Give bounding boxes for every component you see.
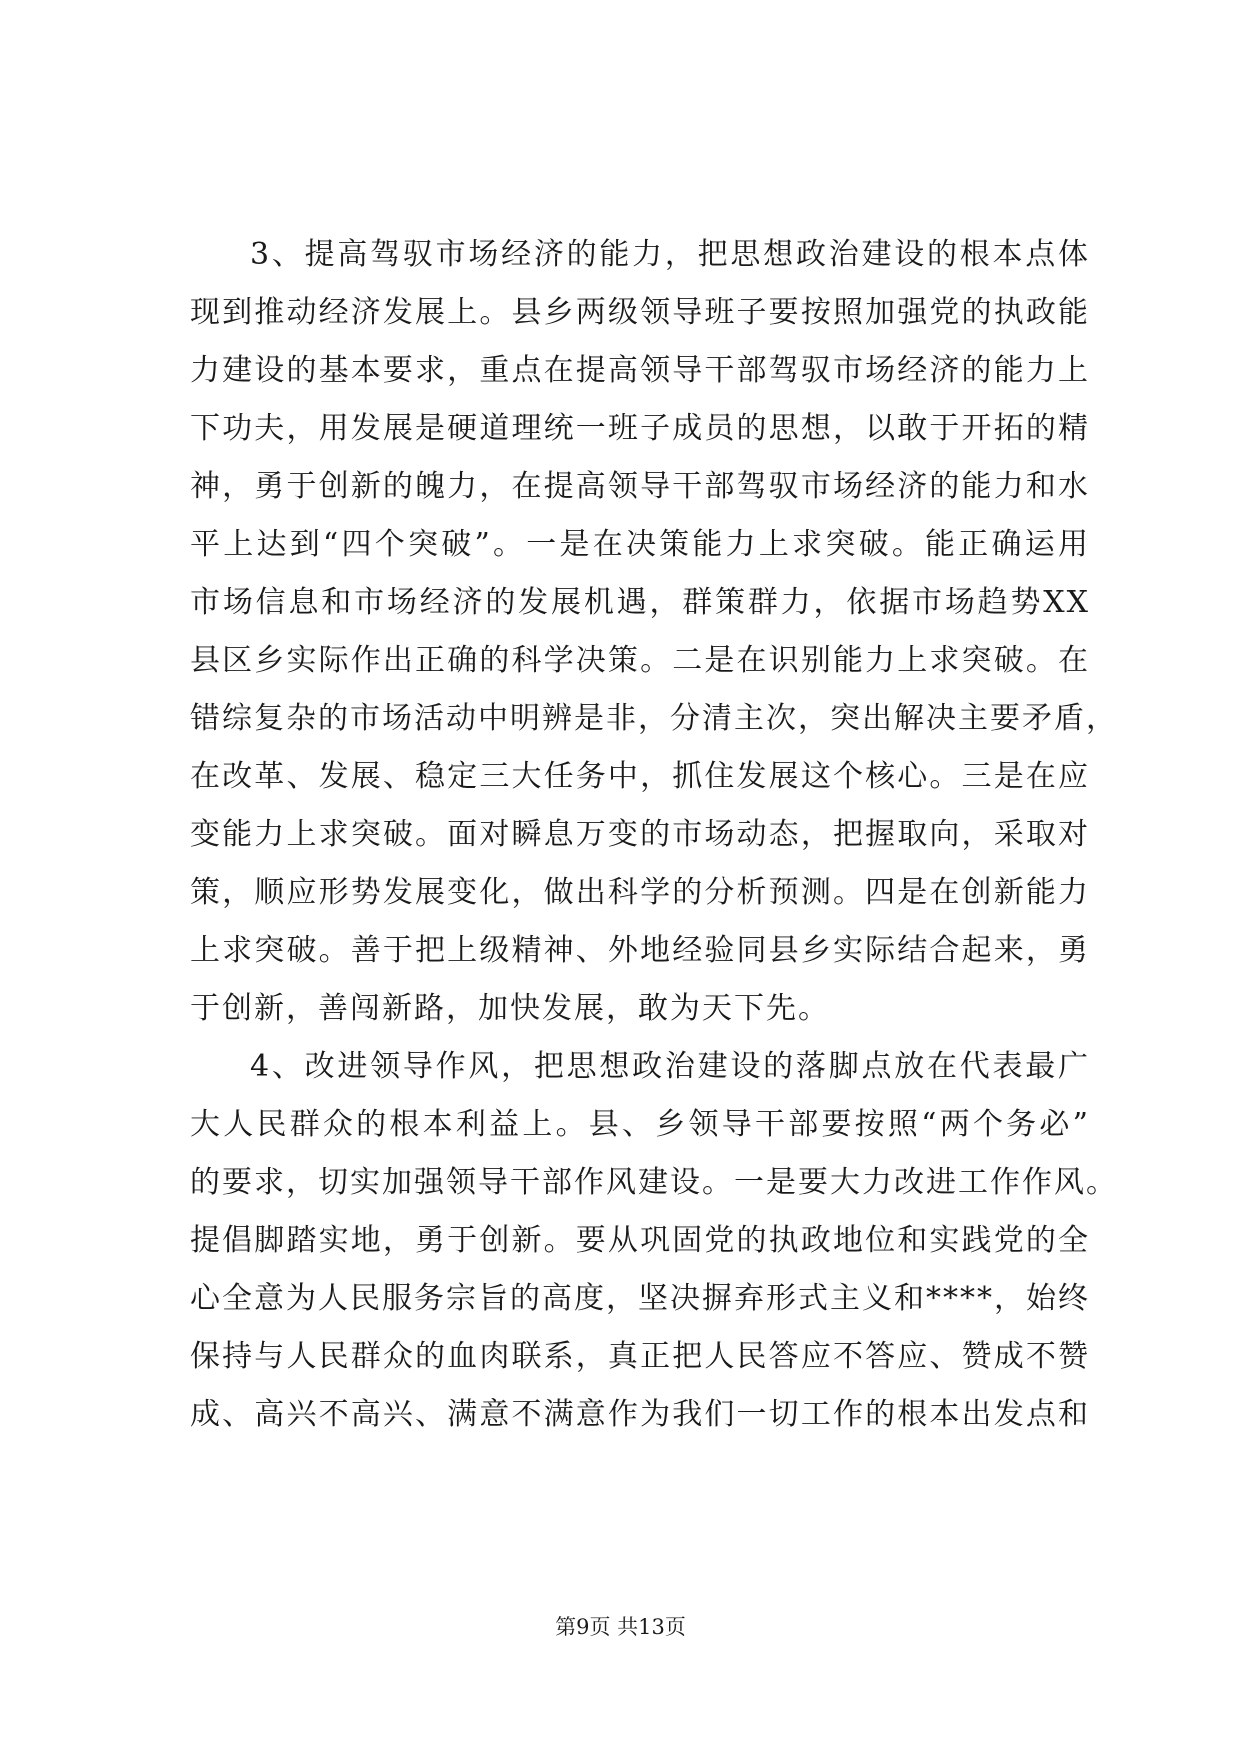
text-line: 县区乡实际作出正确的科学决策。二是在识别能力上求突破。在: [190, 643, 1090, 678]
text-line: 现到推动经济发展上。县乡两级领导班子要按照加强党的执政能: [190, 295, 1090, 330]
text-line: 大人民群众的根本利益上。县、乡领导干部要按照“两个务必”: [190, 1107, 1090, 1142]
text-line: 下功夫，用发展是硬道理统一班子成员的思想，以敢于开拓的精: [190, 411, 1090, 446]
page-number-footer: 第9页 共13页: [555, 1615, 686, 1639]
text-line: 成、高兴不高兴、满意不满意作为我们一切工作的根本出发点和: [190, 1397, 1090, 1432]
text-line: 于创新，善闯新路，加快发展，敢为天下先。: [190, 991, 830, 1026]
text-line: 3、提高驾驭市场经济的能力，把思想政治建设的根本点体: [250, 237, 1090, 272]
text-line: 4、改进领导作风，把思想政治建设的落脚点放在代表最广: [250, 1049, 1090, 1084]
text-line: 心全意为人民服务宗旨的高度，坚决摒弃形式主义和****，始终: [190, 1281, 1090, 1316]
text-line: 变能力上求突破。面对瞬息万变的市场动态，把握取向，采取对: [190, 817, 1090, 852]
text-line: 平上达到“四个突破”。一是在决策能力上求突破。能正确运用: [190, 527, 1090, 562]
text-line: 策，顺应形势发展变化，做出科学的分析预测。四是在创新能力: [190, 875, 1090, 910]
text-line: 神，勇于创新的魄力，在提高领导干部驾驭市场经济的能力和水: [190, 469, 1090, 504]
text-line: 市场信息和市场经济的发展机遇，群策群力，依据市场趋势XX: [190, 585, 1090, 620]
text-line: 的要求，切实加强领导干部作风建设。一是要大力改进工作作风。: [190, 1165, 1118, 1200]
text-line: 上求突破。善于把上级精神、外地经验同县乡实际结合起来，勇: [190, 933, 1090, 968]
text-line: 在改革、发展、稳定三大任务中，抓住发展这个核心。三是在应: [190, 759, 1090, 794]
text-line: 保持与人民群众的血肉联系，真正把人民答应不答应、赞成不赞: [190, 1339, 1090, 1374]
text-line: 提倡脚踏实地，勇于创新。要从巩固党的执政地位和实践党的全: [190, 1223, 1090, 1258]
text-line: 力建设的基本要求，重点在提高领导干部驾驭市场经济的能力上: [190, 353, 1090, 388]
text-line: 错综复杂的市场活动中明辨是非，分清主次，突出解决主要矛盾，: [190, 701, 1118, 736]
